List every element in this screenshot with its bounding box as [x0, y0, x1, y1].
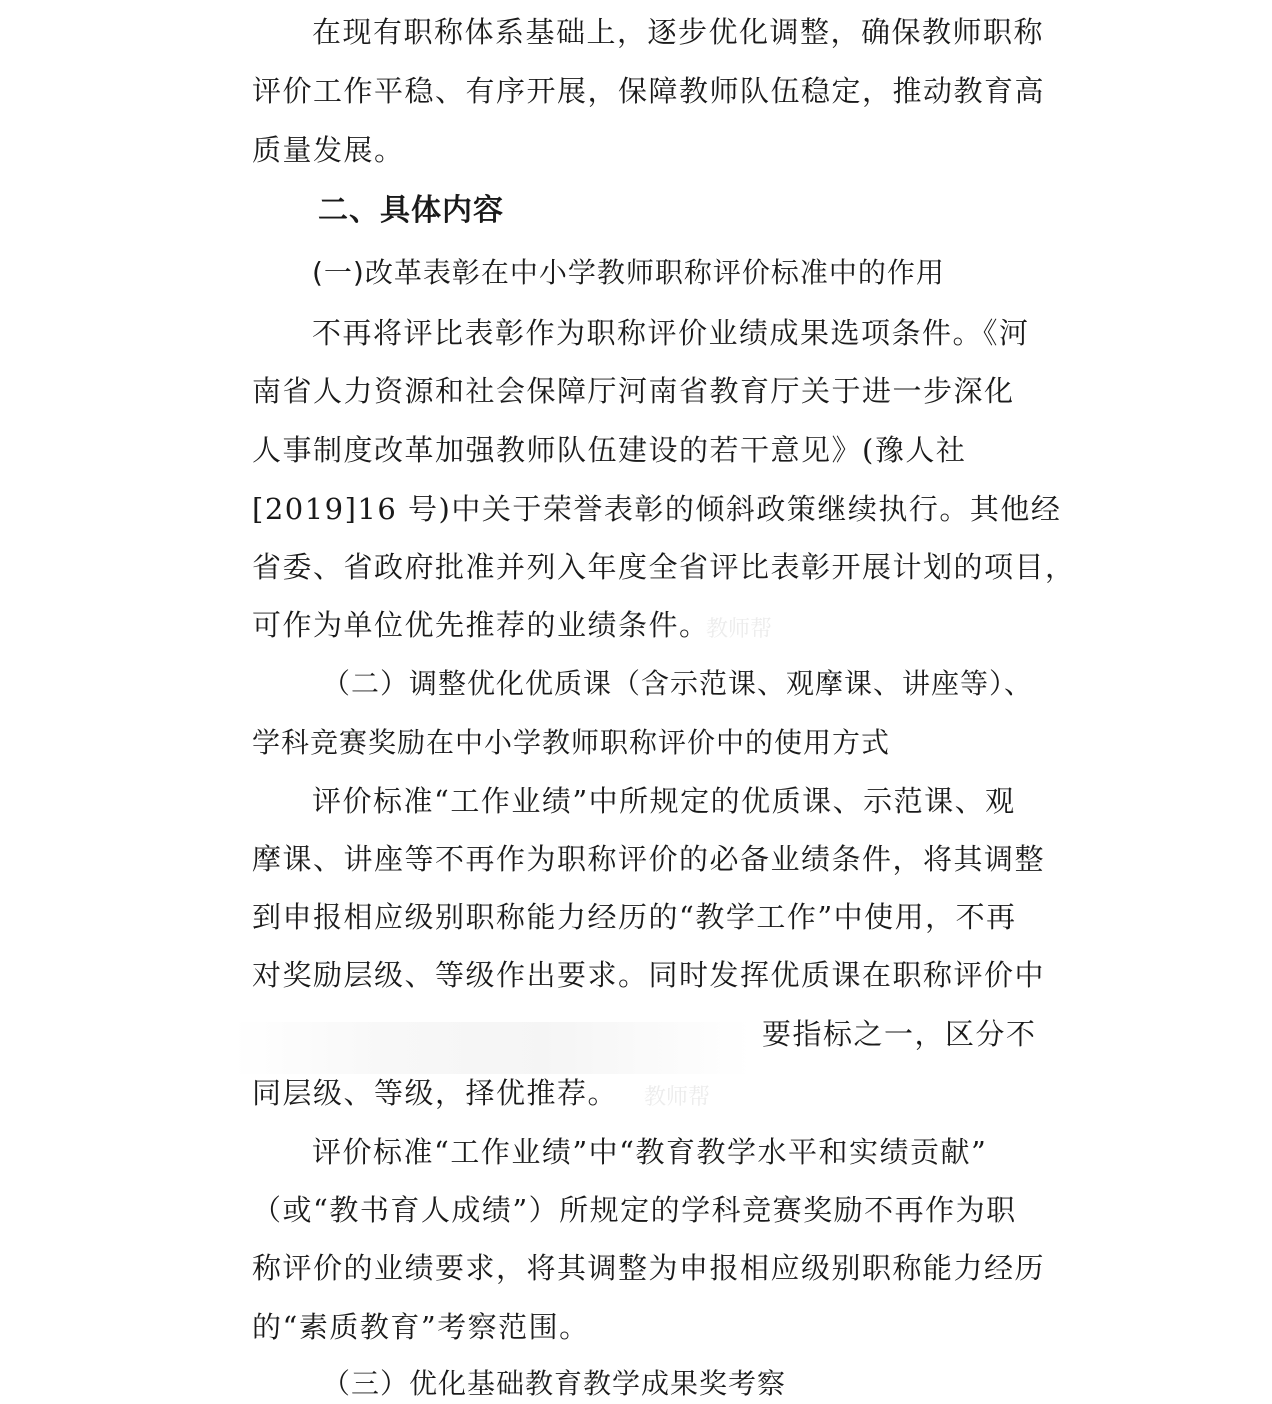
sub2-para2-line-4: 的“素质教育”考察范围。 [252, 1310, 590, 1344]
sub1-line-2: 南省人力资源和社会保障厅河南省教育厅关于进一步深化 [252, 374, 1015, 408]
sub2-para1-line-5: 要指标之一，区分不 [762, 1017, 1037, 1051]
sub3-title: （三）优化基础教育教学成果奖考察 [322, 1367, 787, 1400]
sub1-line-1: 不再将评比表彰作为职称评价业绩成果选项条件。《河 [312, 316, 1030, 350]
sub2-para1-line-4: 对奖励层级、等级作出要求。同时发挥优质课在职称评价中 [252, 958, 1046, 992]
sub1-line-6: 可作为单位优先推荐的业绩条件。 [252, 608, 710, 642]
sub2-para1-line-3: 到申报相应级别职称能力经历的“教学工作”中使用，不再 [252, 900, 1017, 934]
sub2-para2-line-3: 称评价的业绩要求，将其调整为申报相应级别职称能力经历 [252, 1251, 1046, 1285]
intro-line-1: 在现有职称体系基础上，逐步优化调整，确保教师职称 [312, 15, 1045, 49]
sub2-title-line-2: 学科竞赛奖励在中小学教师职称评价中的使用方式 [252, 726, 891, 759]
sub1-title: (一)改革表彰在中小学教师职称评价标准中的作用 [312, 256, 945, 289]
sub2-para2-line-2: （或“教书育人成绩”）所规定的学科竞赛奖励不再作为职 [252, 1193, 1017, 1227]
blurred-region [232, 1022, 752, 1074]
sub2-para2-line-1: 评价标准“工作业绩”中“教育教学水平和实绩贡献” [312, 1135, 988, 1169]
sub2-para1-line-2: 摩课、讲座等不再作为职称评价的必备业绩条件，将其调整 [252, 842, 1046, 876]
intro-line-3: 质量发展。 [252, 133, 405, 167]
intro-line-2: 评价工作平稳、有序开展，保障教师队伍稳定，推动教育高 [252, 74, 1046, 108]
sub2-para1-line-1: 评价标准“工作业绩”中所规定的优质课、示范课、观 [312, 784, 1016, 818]
watermark-1: 教师帮 [706, 617, 773, 642]
sub2-para1-line-6: 同层级、等级，择优推荐。 [252, 1076, 619, 1110]
section-title: 二、具体内容 [318, 193, 504, 228]
sub1-line-3: 人事制度改革加强教师队伍建设的若干意见》(豫人社 [252, 433, 967, 467]
sub1-line-5: 省委、省政府批准并列入年度全省评比表彰开展计划的项目， [252, 550, 1076, 584]
watermark-2: 教师帮 [644, 1085, 711, 1110]
sub2-title-line-1: （二）调整优化优质课（含示范课、观摩课、讲座等）、 [322, 667, 1034, 700]
sub1-line-4: [2019]16 号)中关于荣誉表彰的倾斜政策继续执行。其他经 [252, 492, 1062, 526]
